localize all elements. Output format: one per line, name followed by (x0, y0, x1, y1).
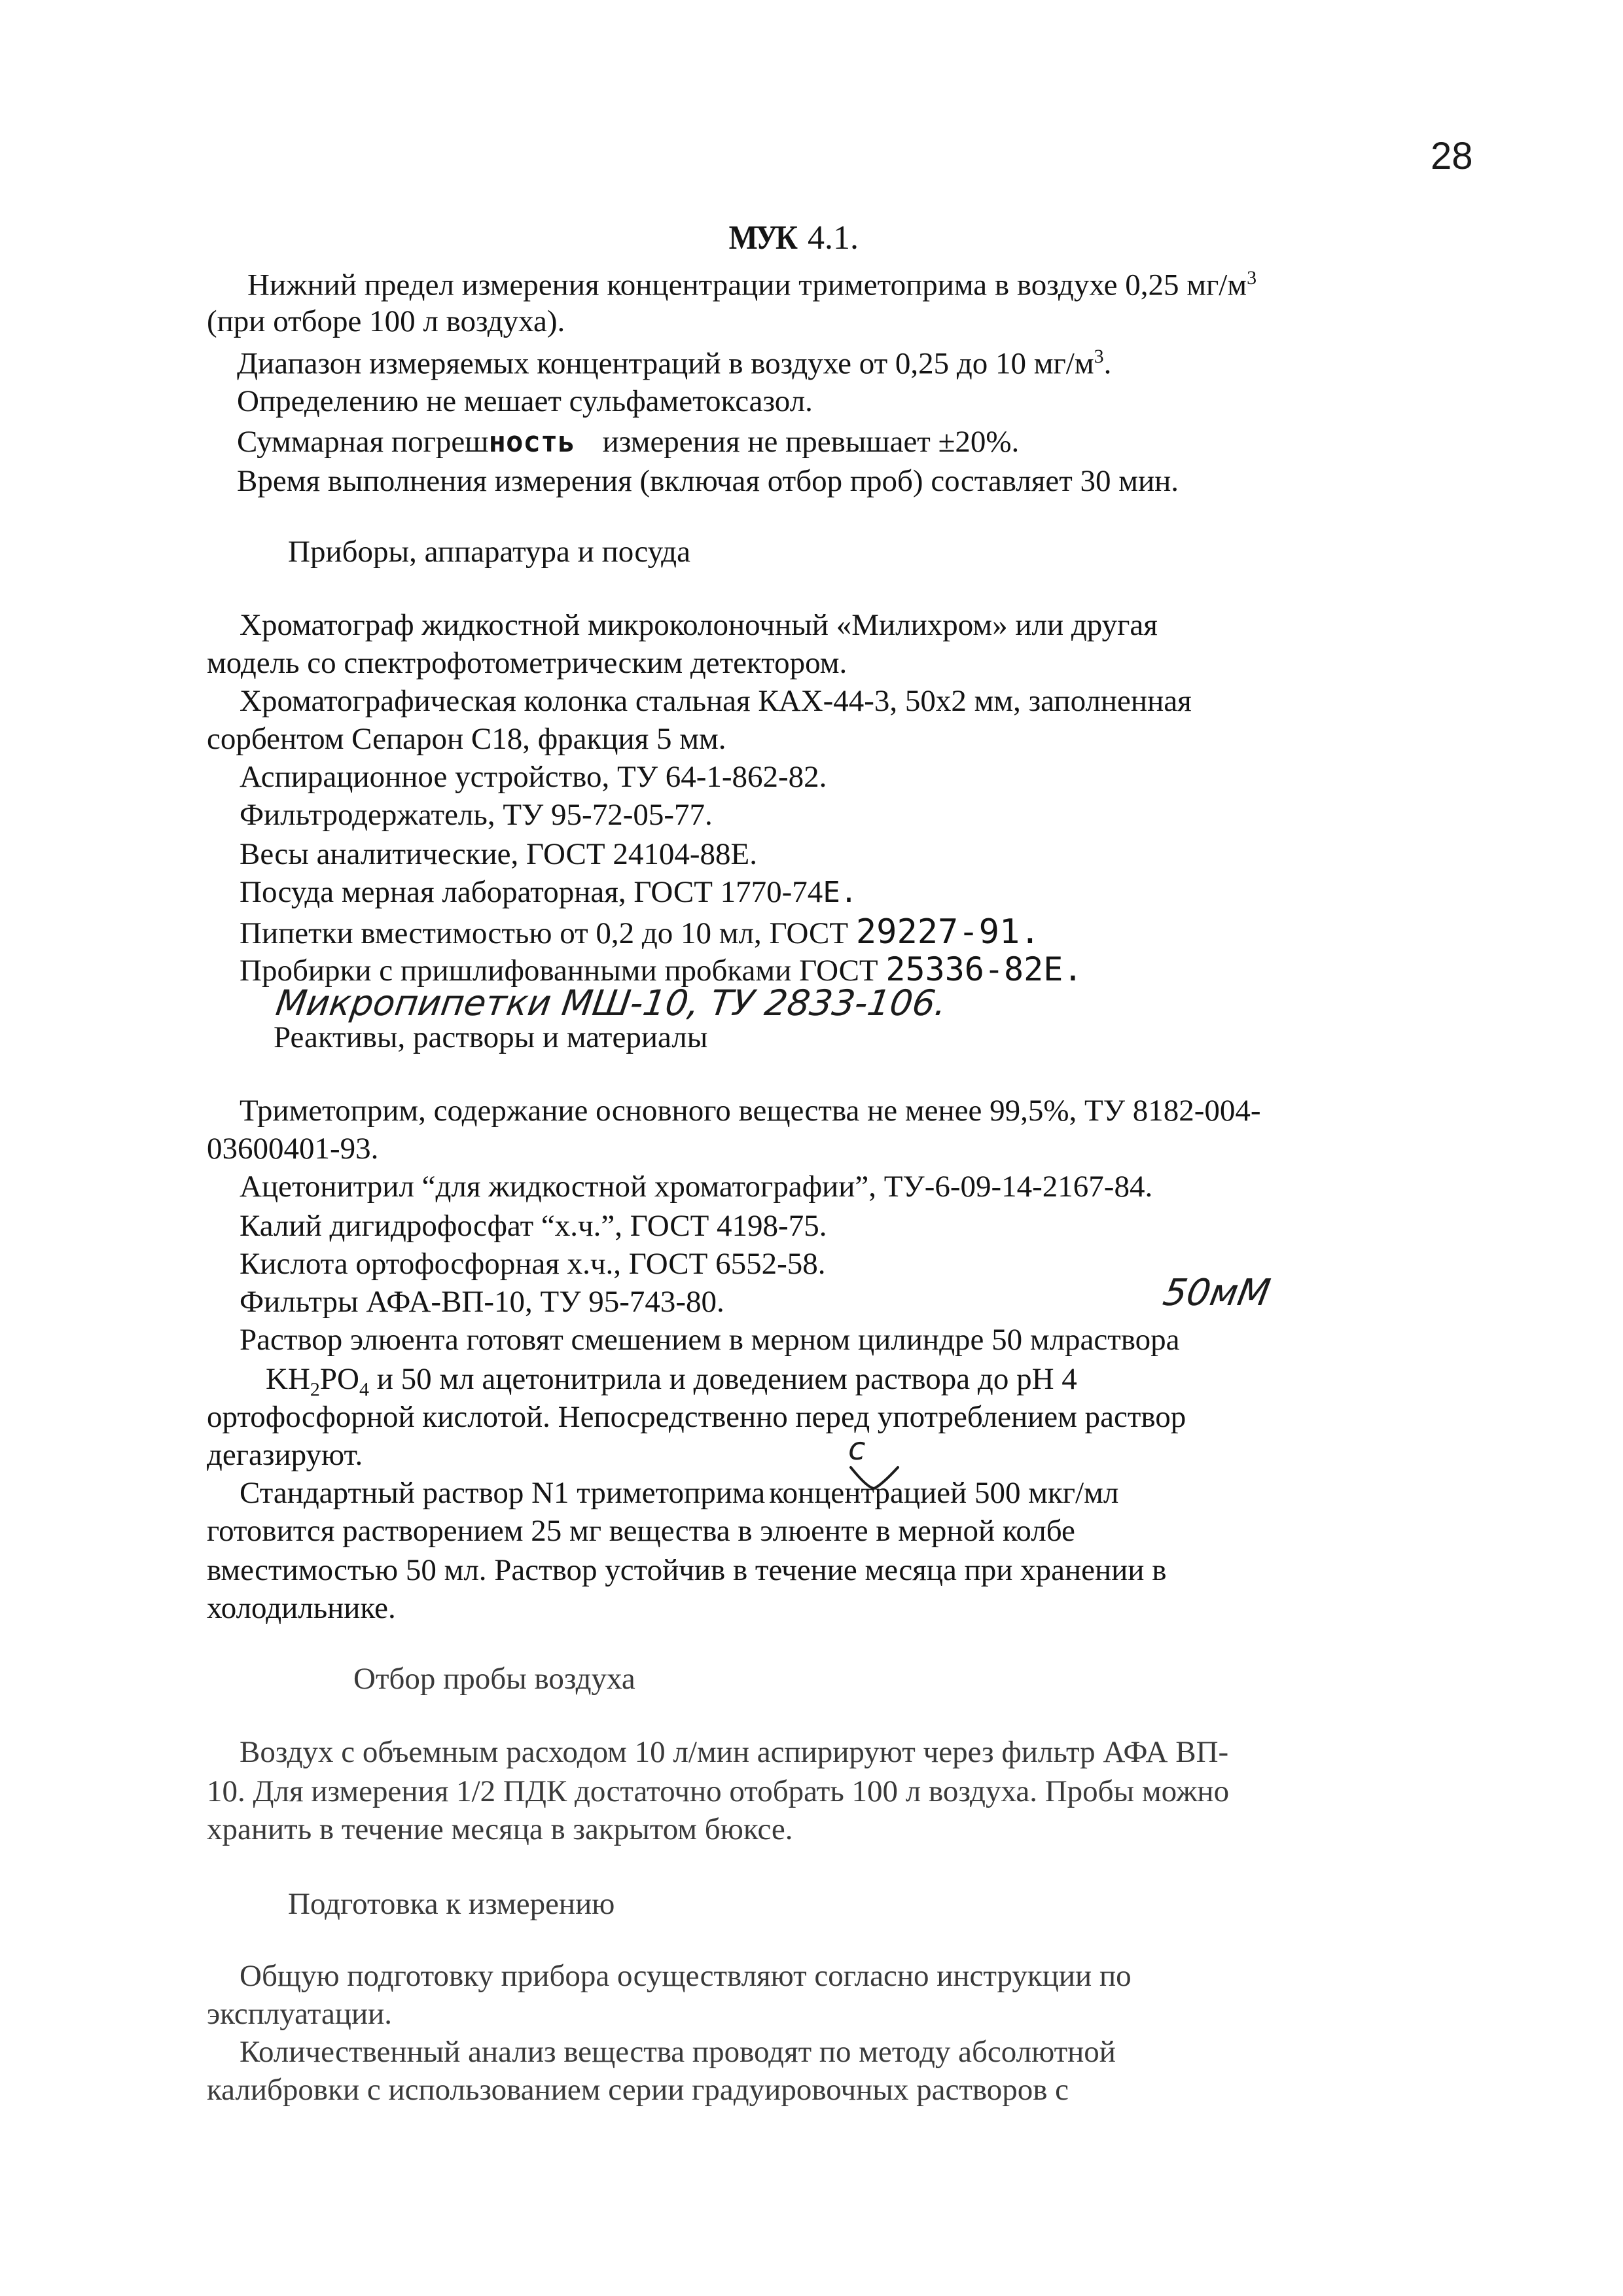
equipment-line-4: сорбентом Сепарон С18, фракция 5 мм. (207, 722, 726, 756)
equipment-line-6: Фильтродержатель, ТУ 95-72-05-77. (240, 798, 713, 832)
equipment-line-7: Весы аналитические, ГОСТ 24104-88Е. (240, 837, 757, 871)
eluent-line-2: $KH_2PO_4$ и 50 мл ацетонитрила и доведением раствора до pH 4 (266, 1362, 1077, 1401)
section-heading-equipment: Приборы, аппаратура и посуда (288, 535, 690, 569)
typed-correction: 25336-82Е. (885, 950, 1083, 988)
typed-correction: 29227-91. (855, 912, 1041, 952)
intro-line-2: (при отборе 100 л воздуха). (207, 304, 565, 338)
section-heading-sampling: Отбор пробы воздуха (353, 1662, 635, 1696)
superscript: 3 (1094, 346, 1104, 367)
handwritten-concentration: 50мМ (1160, 1272, 1274, 1314)
reagents-line-3: Ацетонитрил “для жидкостной хроматографии”, ТУ-6-09-14-2167-84. (240, 1170, 1153, 1204)
eluent-line-1: Раствор элюента готовят смешением в мерном цилиндре 50 млраствора (240, 1323, 1180, 1357)
preparation-line-1: Общую подготовку прибора осуществляют согласно инструкции по (240, 1959, 1132, 1993)
reagents-line-5: Кислота ортофосфорная х.ч., ГОСТ 6552-58. (240, 1247, 826, 1281)
standard-line-4: холодильнике. (207, 1591, 396, 1625)
handwritten-addition: Микропипетки МШ-10, ТУ 2833-106. (273, 982, 950, 1024)
superscript: 3 (1247, 267, 1257, 289)
doc-code-prefix: МУК (728, 219, 796, 257)
equipment-line-3: Хроматографическая колонка стальная КАХ-44-3, 50х2 мм, заполненная (240, 684, 1192, 718)
typed-correction: ность (488, 425, 575, 459)
handwritten-insert-c: с (848, 1431, 866, 1467)
sampling-line-1: Воздух с объемным расходом 10 л/мин аспирируют через фильтр АФА ВП- (240, 1735, 1229, 1769)
section-heading-reagents: Реактивы, растворы и материалы (274, 1020, 708, 1054)
reagents-line-4: Калий дигидрофосфат “х.ч.”, ГОСТ 4198-75. (240, 1209, 827, 1243)
reagents-line-1: Триметоприм, содержание основного вещества не менее 99,5%, ТУ 8182-004- (240, 1094, 1261, 1128)
intro-line-3: Диапазон измеряемых концентраций в воздухе от 0,25 до 10 $мг/м^3$. (237, 346, 1112, 381)
section-heading-preparation: Подготовка к измерению (288, 1887, 615, 1921)
standard-line-2: готовится растворением 25 мг вещества в элюенте в мерной колбе (207, 1514, 1075, 1548)
document-code (725, 221, 859, 255)
preparation-line-2: эксплуатации. (207, 1997, 393, 2031)
eluent-line-4: дегазируют. (207, 1438, 363, 1472)
sampling-line-2: 10. Для измерения 1/2 ПДК достаточно отобрать 100 л воздуха. Пробы можно (207, 1774, 1230, 1808)
equipment-line-9: Пипетки вместимостью от 0,2 до 10 мл, ГОСТ 29227-91. (240, 912, 1041, 952)
preparation-line-4: калибровки с использованием серии градуировочных растворов с (207, 2073, 1069, 2107)
equipment-line-2: модель со спектрофотометрическим детектором. (207, 646, 847, 680)
equipment-line-8: Посуда мерная лабораторная, ГОСТ 1770-74Е. (240, 875, 858, 909)
standard-line-3: вместимостью 50 мл. Раствор устойчив в течение месяца при хранении в (207, 1553, 1167, 1587)
doc-code-number: 4.1. (807, 219, 859, 257)
equipment-line-1: Хроматограф жидкостной микроколоночный «Милихром» или другая (240, 608, 1158, 642)
intro-line-5: Суммарная погрешность измерения не превышает ±20%. (237, 425, 1020, 459)
sampling-line-3: хранить в течение месяца в закрытом бюксе. (207, 1812, 793, 1846)
intro-line-6: Время выполнения измерения (включая отбор проб) составляет 30 мин. (237, 464, 1179, 498)
intro-line-4: Определению не мешает сульфаметоксазол. (237, 384, 813, 418)
equipment-line-10: Пробирки с пришлифованными пробками ГОСТ 25336-82Е. (240, 950, 1083, 988)
equipment-line-5: Аспирационное устройство, ТУ 64-1-862-82. (240, 760, 827, 794)
standard-line-1: Стандартный раствор N1 триметоприма концентрацией 500 мкг/мл (240, 1476, 1119, 1510)
page-number: 28 (1431, 135, 1473, 177)
reagents-line-6: Фильтры АФА-ВП-10, ТУ 95-743-80. (240, 1285, 724, 1319)
eluent-line-3: ортофосфорной кислотой. Непосредственно перед употреблением раствор (207, 1400, 1186, 1434)
typed-correction: Е. (823, 876, 858, 909)
intro-line-1: Нижний предел измерения концентрации триметоприма в воздухе 0,25 $мг/м^3$ (247, 267, 1257, 302)
reagents-line-2: 03600401-93. (207, 1132, 379, 1166)
preparation-line-3: Количественный анализ вещества проводят по методу абсолютной (240, 2035, 1116, 2069)
